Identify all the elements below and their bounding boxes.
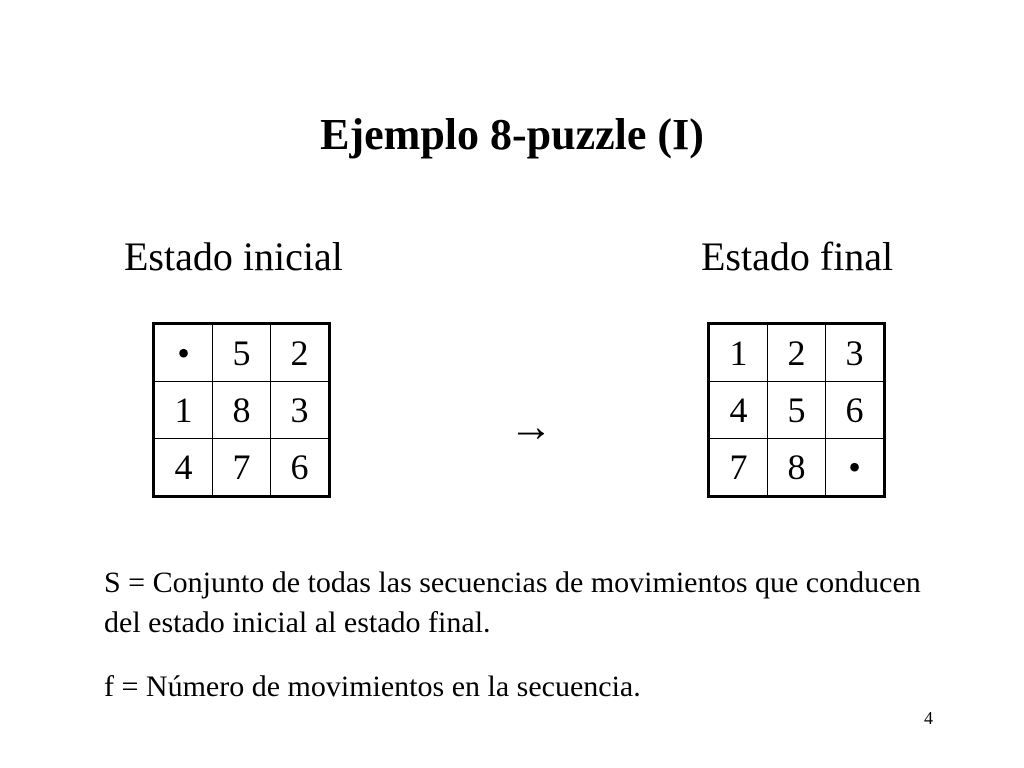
grid-cell: 1	[154, 382, 213, 439]
definition-s: S = Conjunto de todas las secuencias de movimientos que conducen del estado inicial al estado final.	[104, 566, 921, 639]
grid-row	[154, 382, 330, 439]
final-state-label: Estado final	[701, 234, 894, 279]
grid-cell: 4	[154, 439, 213, 497]
grid-row	[709, 324, 885, 382]
grid-cell: 2	[768, 324, 826, 382]
grid-row	[709, 439, 885, 497]
blank-tile-dot: •	[848, 447, 861, 487]
grid-cell: 6	[271, 439, 330, 497]
grid-cell: 5	[213, 324, 271, 382]
grid-cell: 8	[768, 439, 826, 497]
grid-cell: 3	[271, 382, 330, 439]
page-number: 4	[924, 708, 933, 728]
initial-state-label: Estado inicial	[124, 234, 343, 279]
blank-tile-dot: •	[177, 333, 190, 373]
grid-cell: 6	[826, 382, 885, 439]
grid-row	[709, 382, 885, 439]
initial-state-grid	[152, 322, 331, 498]
grid-cell: 4	[709, 382, 768, 439]
grid-cell: 8	[213, 382, 271, 439]
right-arrow-icon: →	[509, 402, 553, 451]
grid-cell: 5	[768, 382, 826, 439]
final-state-grid	[707, 322, 886, 498]
grid-cell: 3	[826, 324, 885, 382]
grid-row	[154, 439, 330, 497]
slide-title: Ejemplo 8-puzzle (I)	[320, 110, 704, 159]
grid-cell: 2	[271, 324, 330, 382]
grid-cell-blank	[154, 324, 213, 382]
grid-cell-blank	[826, 439, 885, 497]
grid-cell: 7	[213, 439, 271, 497]
grid-cell: 7	[709, 439, 768, 497]
definition-f: f = Número de movimientos en la secuencia.	[104, 670, 641, 703]
grid-cell: 1	[709, 324, 768, 382]
grid-row	[154, 324, 330, 382]
